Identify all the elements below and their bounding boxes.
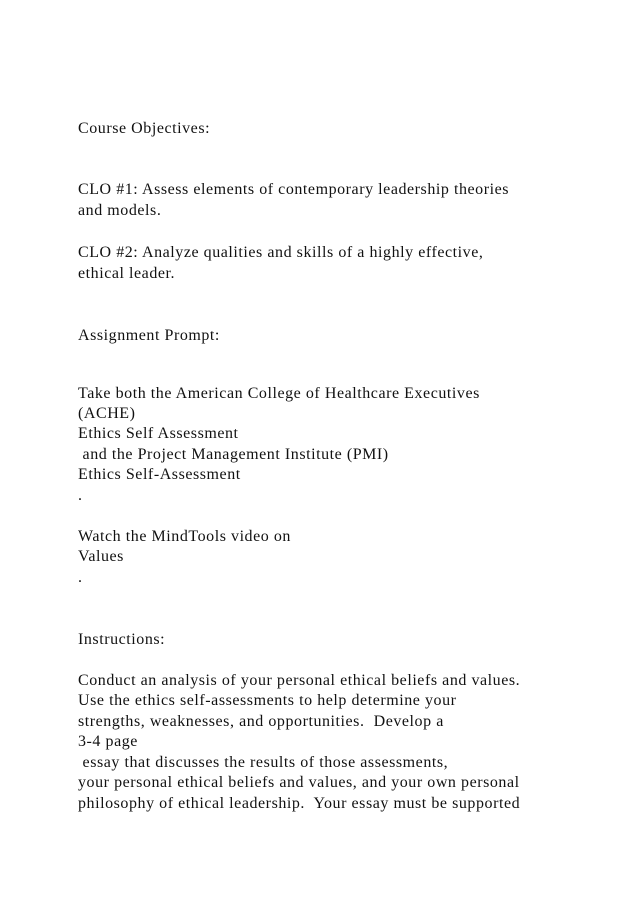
instructions-text-line3: strengths, weaknesses, and opportunities. Develop a [78, 713, 444, 730]
instructions-text-line5: essay that discusses the results of those assessments, [78, 754, 449, 771]
video-link-values: Values [78, 548, 124, 565]
instructions-text-line1: Conduct an analysis of your personal ethical beliefs and values. [78, 672, 521, 689]
clo2-text-line2: ethical leader. [78, 265, 176, 282]
instructions-text-line6: your personal ethical beliefs and values, and your own personal [78, 774, 520, 791]
prompt-link-ache-assessment: Ethics Self Assessment [78, 425, 239, 442]
video-period: . [78, 569, 83, 586]
course-objectives-heading: Course Objectives: [78, 120, 211, 137]
prompt-text-line4: and the Project Management Institute (PMI) [78, 446, 389, 463]
instructions-heading: Instructions: [78, 631, 166, 648]
instructions-text-line7: philosophy of ethical leadership. Your essay must be supported [78, 795, 521, 812]
clo1-text-line2: and models. [78, 202, 162, 219]
instructions-page-count: 3-4 page [78, 733, 138, 750]
video-text-line1: Watch the MindTools video on [78, 528, 291, 545]
prompt-period: . [78, 487, 83, 504]
prompt-text-line2: (ACHE) [78, 405, 136, 422]
instructions-text-line2: Use the ethics self-assessments to help determine your [78, 692, 457, 709]
clo1-text-line1: CLO #1: Assess elements of contemporary leadership theories [78, 181, 510, 198]
clo2-text-line1: CLO #2: Analyze qualities and skills of a highly effective, [78, 244, 484, 261]
assignment-prompt-heading: Assignment Prompt: [78, 327, 220, 344]
prompt-link-pmi-assessment: Ethics Self-Assessment [78, 466, 241, 483]
prompt-text-line1: Take both the American College of Healthcare Executives [78, 385, 480, 402]
